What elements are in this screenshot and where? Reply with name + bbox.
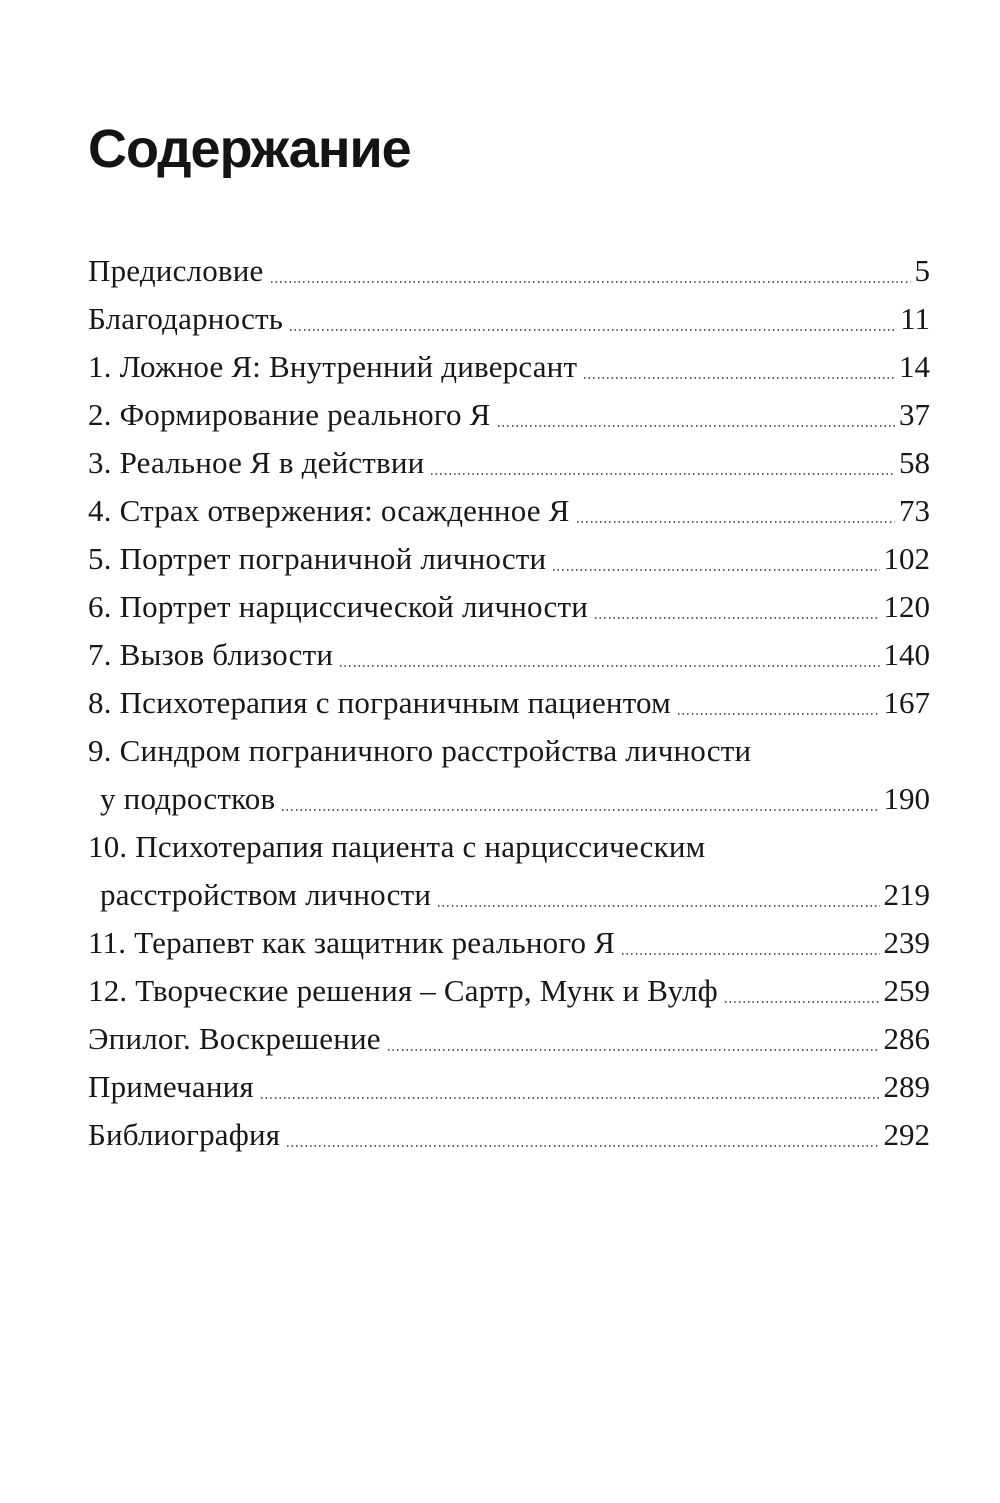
toc-entry xyxy=(88,391,930,439)
dot-leader xyxy=(340,665,879,667)
toc-entry xyxy=(88,679,930,727)
toc-entry-page: 58 xyxy=(899,445,930,480)
toc-entry xyxy=(88,727,930,823)
dot-leader xyxy=(678,713,880,715)
toc-entry-page: 259 xyxy=(883,973,930,1008)
page-title: Содержание xyxy=(88,119,411,179)
toc-entry-label: 1. Ложное Я: Внутренний диверсант xyxy=(88,349,578,384)
dot-leader xyxy=(584,377,895,379)
toc-entry xyxy=(88,1015,930,1063)
dot-leader xyxy=(498,425,895,427)
toc-entry xyxy=(88,295,930,343)
toc-entry xyxy=(88,487,930,535)
toc-entry-page: 289 xyxy=(883,1069,930,1104)
toc-entry-label: 4. Страх отвержения: осажденное Я xyxy=(88,493,570,528)
toc-entry-label: 10. Психотерапия пациента с нарциссическим xyxy=(88,829,706,864)
toc-entry xyxy=(88,583,930,631)
dot-leader xyxy=(577,521,895,523)
dot-leader xyxy=(622,953,879,955)
toc-entry xyxy=(88,343,930,391)
toc-entry xyxy=(88,1111,930,1159)
toc-entry-page: 5 xyxy=(914,253,930,288)
toc-entry-label-continuation: расстройством личности xyxy=(100,877,432,912)
toc-entry xyxy=(88,535,930,583)
dot-leader xyxy=(725,1001,880,1003)
toc-entry-label: 12. Творческие решения – Сартр, Мунк и Вулф xyxy=(88,973,718,1008)
dot-leader xyxy=(287,1145,879,1147)
toc-entry-line2 xyxy=(88,871,930,919)
toc-entry-line2 xyxy=(88,775,930,823)
dot-leader xyxy=(553,569,879,571)
toc-entry-page: 190 xyxy=(883,781,930,816)
table-of-contents xyxy=(88,247,930,1159)
dot-leader xyxy=(282,809,879,811)
toc-entry-page: 286 xyxy=(883,1021,930,1056)
toc-entry-page: 140 xyxy=(883,637,930,672)
toc-entry-page: 14 xyxy=(899,349,930,384)
toc-entry-page: 37 xyxy=(899,397,930,432)
toc-entry xyxy=(88,919,930,967)
toc-entry-page: 73 xyxy=(899,493,930,528)
toc-entry-page: 239 xyxy=(883,925,930,960)
toc-entry-label: 6. Портрет нарциссической личности xyxy=(88,589,589,624)
toc-entry xyxy=(88,967,930,1015)
dot-leader xyxy=(388,1049,880,1051)
toc-entry-label: 3. Реальное Я в действии xyxy=(88,445,425,480)
toc-entry-page: 292 xyxy=(883,1117,930,1152)
dot-leader xyxy=(271,281,911,283)
toc-entry-page: 11 xyxy=(900,301,930,336)
toc-entry-label: Примечания xyxy=(88,1069,254,1104)
toc-entry-label: 8. Психотерапия с пограничным пациентом xyxy=(88,685,671,720)
toc-entry-page: 102 xyxy=(883,541,930,576)
dot-leader xyxy=(595,617,879,619)
toc-entry-page: 120 xyxy=(883,589,930,624)
toc-entry xyxy=(88,631,930,679)
dot-leader xyxy=(290,329,896,331)
toc-entry-label-continuation: у подростков xyxy=(100,781,276,816)
toc-entry-label: 5. Портрет пограничной личности xyxy=(88,541,547,576)
toc-entry xyxy=(88,247,930,295)
toc-entry xyxy=(88,823,930,919)
toc-entry xyxy=(88,439,930,487)
toc-entry-label: Предисловие xyxy=(88,253,264,288)
toc-entry-label: Благодарность xyxy=(88,301,284,336)
toc-entry-page: 167 xyxy=(883,685,930,720)
dot-leader xyxy=(438,905,879,907)
toc-entry-page: 219 xyxy=(883,877,930,912)
toc-entry-label: 9. Синдром пограничного расстройства личности xyxy=(88,733,752,768)
toc-entry-label: 2. Формирование реального Я xyxy=(88,397,491,432)
toc-entry-label: Библиография xyxy=(88,1117,281,1152)
toc-entry-line1 xyxy=(88,823,930,871)
page-content xyxy=(88,119,930,1159)
toc-entry-label: 7. Вызов близости xyxy=(88,637,334,672)
toc-entry-line1 xyxy=(88,727,930,775)
dot-leader xyxy=(431,473,895,475)
dot-leader xyxy=(261,1097,880,1099)
toc-entry-label: 11. Терапевт как защитник реального Я xyxy=(88,925,616,960)
toc-entry-label: Эпилог. Воскрешение xyxy=(88,1021,381,1056)
toc-entry xyxy=(88,1063,930,1111)
